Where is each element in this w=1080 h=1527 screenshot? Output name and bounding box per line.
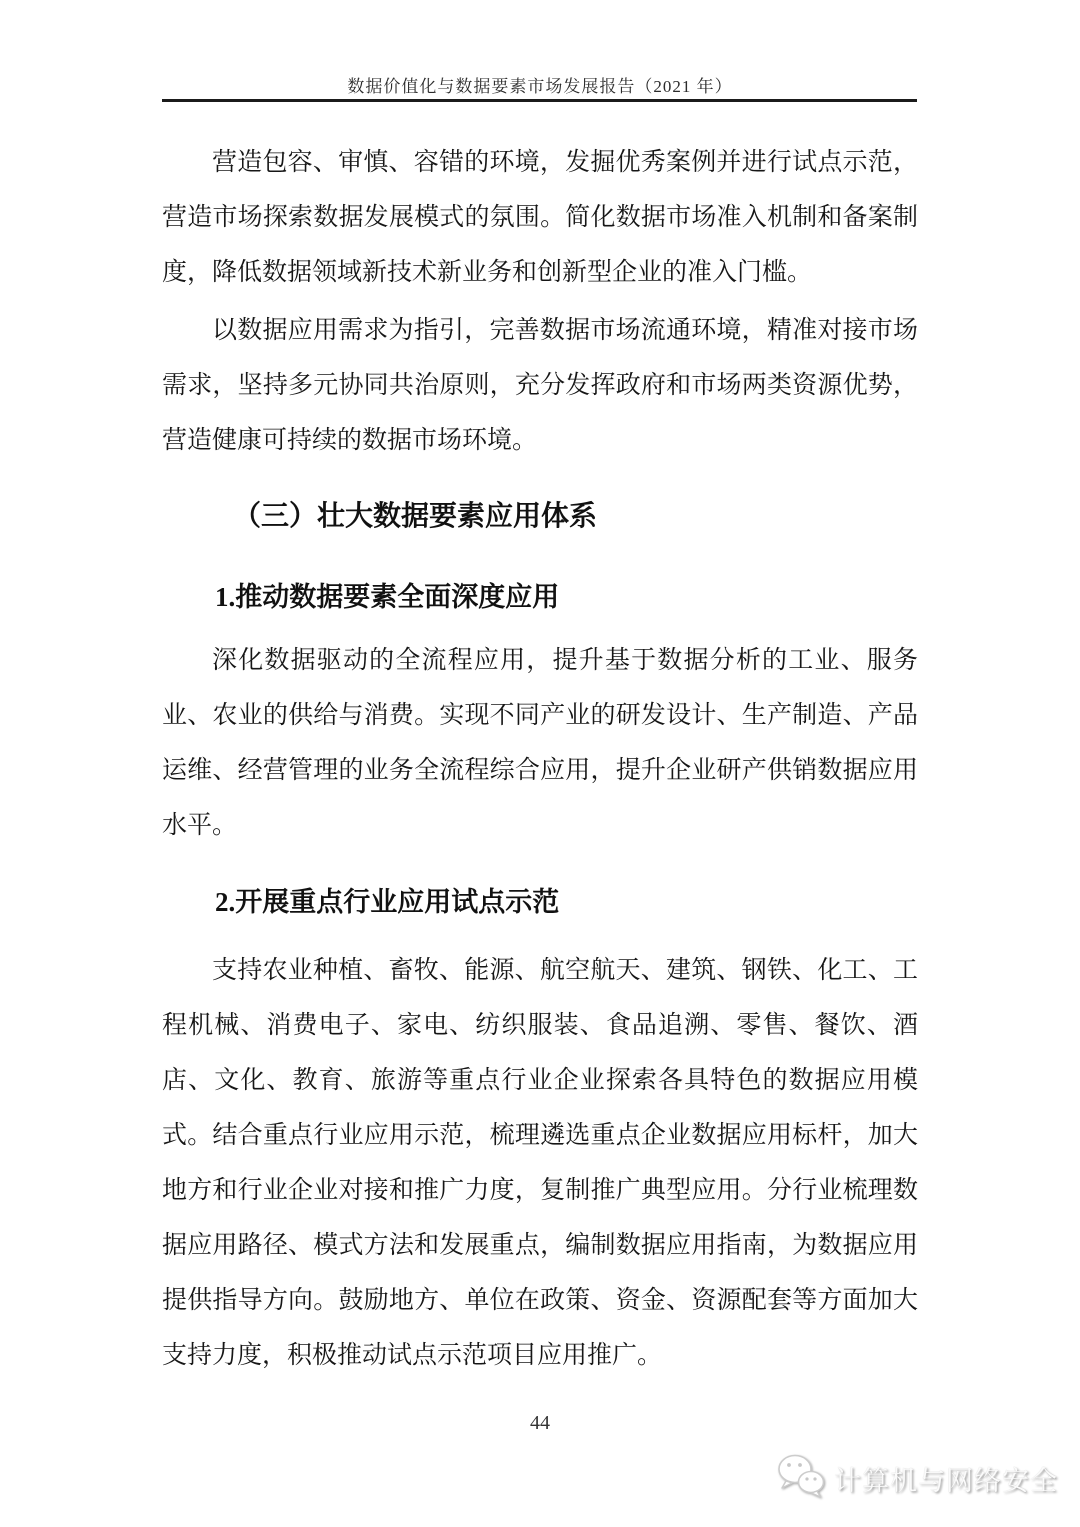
subsection-heading-1: 1.推动数据要素全面深度应用 bbox=[215, 582, 560, 612]
wechat-icon bbox=[776, 1452, 826, 1505]
paragraph-tolerant-environment: 营造包容、审慎、容错的环境，发掘优秀案例并进行试点示范，营造市场探索数据发展模式的氛围。简化数据市场准入机制和备案制度，降低数据领域新技术新业务和创新型企业的准入门槛。 bbox=[162, 149, 918, 286]
paragraph-key-industry-pilots: 支持农业种植、畜牧、能源、航空航天、建筑、钢铁、化工、工程机械、消费电子、家电、纺织服装、食品追溯、零售、餐饮、酒店、文化、教育、旅游等重点行业企业探索各具特色的数据应用模式。结合重点行业应用示范，梳理遴选重点企业数据应用标杆，加大地方和行业企业对接和推广力度，复制推广典型应用。分行业梳理数据应用路径、模式方法和发展重点，编制数据应用指南，为数据应用提供指导方向。鼓励地方、单位在政策、资金、资源配套等方面加大支持力度，积极推动试点示范项目应用推广。 bbox=[162, 957, 918, 1369]
page-body bbox=[162, 0, 918, 1383]
page-number: 44 bbox=[530, 1412, 550, 1434]
paragraph-demand-guided-market: 以数据应用需求为指引，完善数据市场流通环境，精准对接市场需求，坚持多元协同共治原则，充分发挥政府和市场两类资源优势，营造健康可持续的数据市场环境。 bbox=[162, 317, 918, 454]
paragraph-data-driven-application: 深化数据驱动的全流程应用，提升基于数据分析的工业、服务业、农业的供给与消费。实现不同产业的研发设计、生产制造、产品运维、经营管理的业务全流程综合应用，提升企业研产供销数据应用水平。 bbox=[162, 647, 918, 839]
watermark bbox=[776, 1452, 1058, 1505]
page-header-title: 数据价值化与数据要素市场发展报告（2021 年） bbox=[347, 77, 733, 96]
section-heading-3: （三）壮大数据要素应用体系 bbox=[233, 501, 598, 532]
subsection-heading-2: 2.开展重点行业应用试点示范 bbox=[215, 887, 560, 917]
watermark-label: 计算机与网络安全 bbox=[834, 1466, 1058, 1496]
